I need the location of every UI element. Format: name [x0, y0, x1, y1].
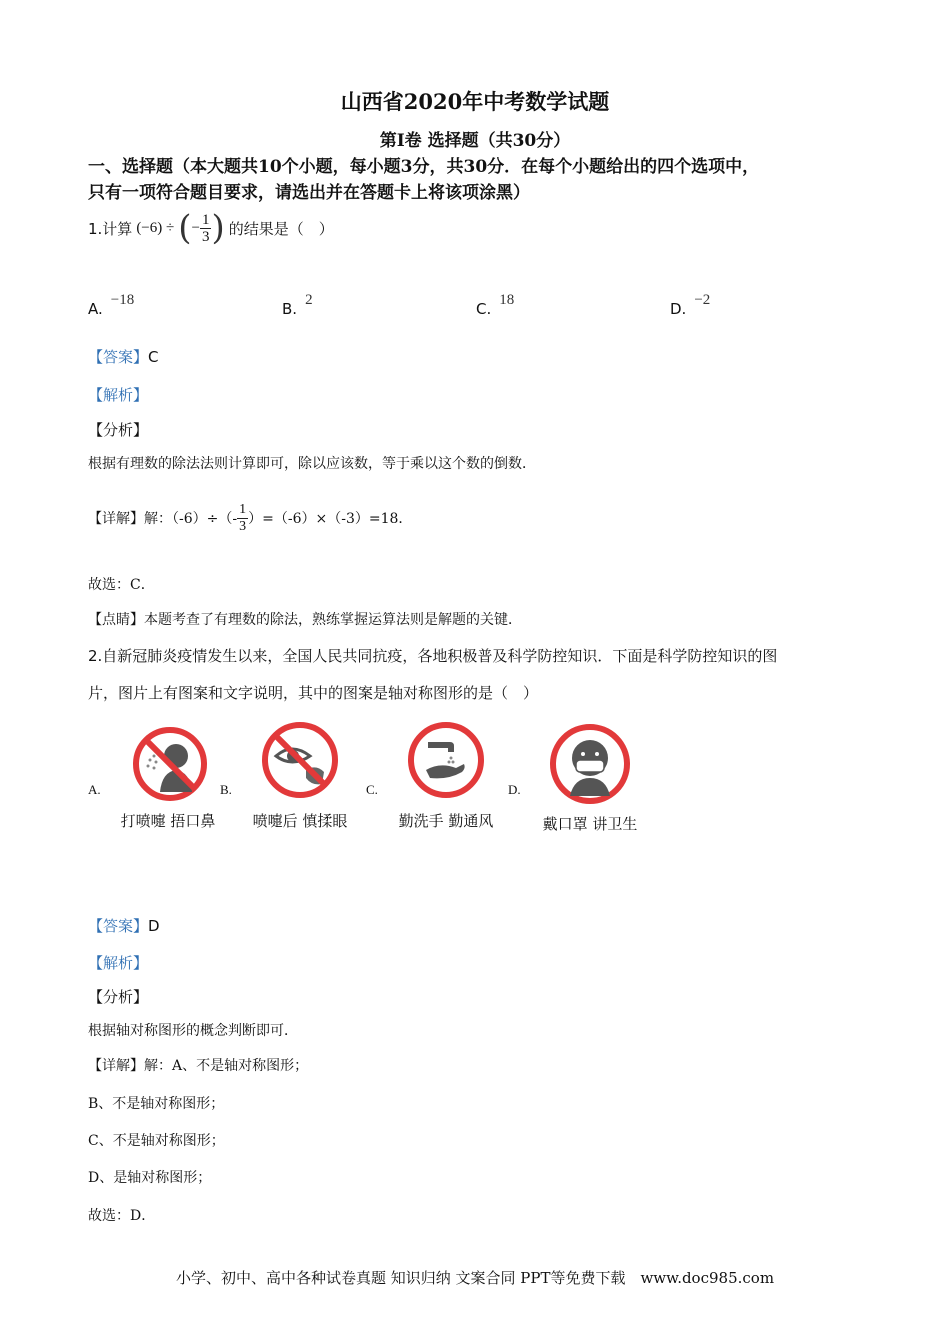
question-2-line2: 片，图片上有图案和文字说明，其中的图案是轴对称图形的是（ ） — [88, 684, 539, 702]
q1-prefix: 1.计算 — [88, 219, 133, 238]
q1-option-a[interactable]: A. −18 — [88, 292, 135, 318]
q2-fenxi-text: 根据轴对称图形的概念判断即可． — [88, 1023, 298, 1039]
answer-value: D — [148, 917, 160, 935]
q1-suffix: 的结果是（ ） — [228, 219, 334, 238]
q2-signs-figure — [88, 720, 668, 845]
section-instructions-line1: 一、选择题（本大题共10个小题，每小题3分，共30分．在每个小题给出的四个选项中， — [88, 157, 760, 177]
q1-fenxi-tag: 【分析】 — [88, 421, 149, 439]
q1-frac-num: 1 — [201, 211, 210, 228]
answer-tag: 【答案】 — [88, 348, 149, 366]
q1-frac-sign: − — [191, 219, 200, 236]
q1-option-d[interactable]: D. −2 — [670, 292, 711, 318]
q2-sign-d-letter: D. — [508, 782, 521, 797]
page-footer[interactable]: 小学、初中、高中各种试卷真题 知识归纳 文案合同 PPT等免费下载 www.doc985.com — [175, 1269, 775, 1287]
q2-choose: 故选：D． — [88, 1208, 156, 1224]
q1-dianjing: 【点睛】本题考查了有理数的除法，熟练掌握运算法则是解题的关键． — [88, 612, 522, 628]
section-instructions-line2: 只有一项符合题目要求，请选出并在答题卡上将该项涂黑） — [88, 183, 530, 203]
q2-detail-a: 【详解】解：A、不是轴对称图形； — [88, 1058, 309, 1074]
wear-mask-icon — [548, 722, 632, 806]
q1-detail-prefix: 【详解】解：（-6）÷（- — [88, 511, 238, 527]
no-sneeze-icon — [132, 726, 208, 802]
q1-detail-num: 1 — [239, 501, 247, 517]
answer-tag: 【答案】 — [88, 917, 149, 935]
q1-choose: 故选：C． — [88, 577, 155, 593]
q1-detail-den: 3 — [239, 518, 247, 534]
q1-detail — [88, 494, 412, 542]
q2-sign-a-caption: 打喷嚏 捂口鼻 — [120, 812, 216, 830]
wash-hands-icon — [406, 720, 486, 800]
question-1: 1.计算 (−6) ÷ ( − $\frac{1}{3}$ ) 的结果是（ ） — [88, 208, 334, 248]
q1-detail-suffix: ）=（-6）×（-3）=18． — [248, 511, 413, 527]
q2-fenxi-tag: 【分析】 — [88, 988, 149, 1006]
no-rub-eyes-icon — [260, 720, 340, 800]
q2-answer — [88, 915, 160, 936]
q1-detail-fraction — [237, 502, 248, 535]
q1-option-c[interactable]: C. 18 — [476, 292, 515, 318]
q1-fenxi-text: 根据有理数的除法法则计算即可，除以应该数，等于乘以这个数的倒数． — [88, 456, 536, 472]
page-title: 山西省2020年中考数学试题 — [340, 89, 610, 114]
answer-value: C — [148, 348, 159, 366]
question-2-line1: 2.自新冠肺炎疫情发生以来，全国人民共同抗疫，各地积极普及科学防控知识．下面是科学防控知识的图 — [88, 647, 778, 665]
q1-expr-left: (−6) ÷ — [136, 219, 175, 236]
q1-frac-den: 3 — [201, 228, 210, 245]
q2-sign-c-caption: 勤洗手 勤通风 — [398, 812, 494, 830]
q1-option-b[interactable]: B. 2 — [282, 292, 313, 318]
q1-fraction — [200, 212, 212, 245]
q2-detail-d: D、是轴对称图形； — [88, 1170, 212, 1186]
section-subtitle: 第I卷 选择题（共30分） — [379, 131, 571, 151]
q1-analysis-tag: 【解析】 — [88, 386, 149, 404]
q2-sign-d-caption: 戴口罩 讲卫生 — [542, 815, 638, 833]
q2-sign-a-letter: A. — [88, 782, 101, 797]
q2-sign-b-letter: B. — [220, 782, 232, 797]
q2-detail-c: C、不是轴对称图形； — [88, 1133, 225, 1149]
q2-sign-c-letter: C. — [366, 782, 378, 797]
q1-answer — [88, 346, 159, 367]
q2-analysis-tag: 【解析】 — [88, 954, 149, 972]
q2-sign-b-caption: 喷嚏后 慎揉眼 — [252, 812, 348, 830]
q2-detail-b: B、不是轴对称图形； — [88, 1096, 225, 1112]
